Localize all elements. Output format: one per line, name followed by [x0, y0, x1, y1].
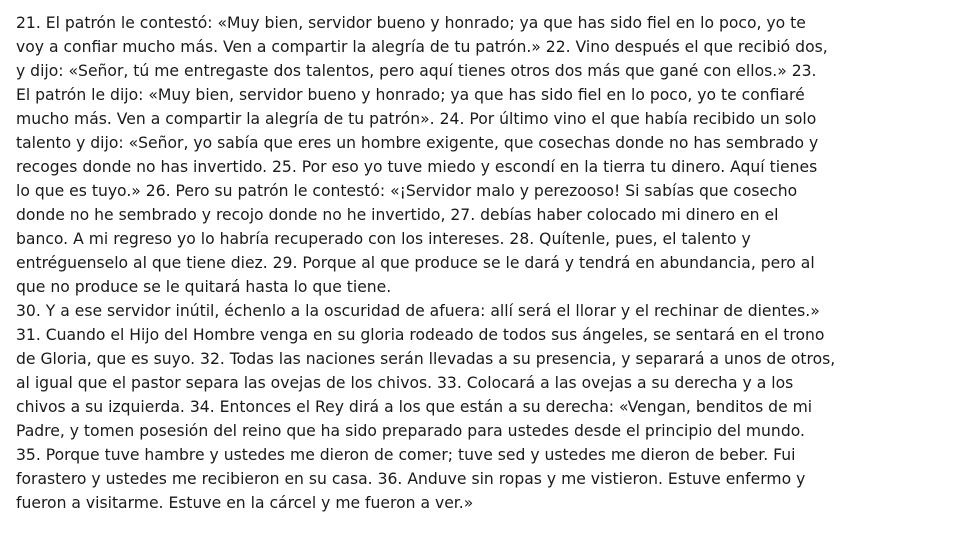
scripture-text — [16, 11, 946, 515]
paragraph-verses-31-36: 31. Cuando el Hijo del Hombre venga en su gloria rodeado de todos sus ángeles, se sentará en el trono de Gloria, que es suyo. 32. Todas las naciones serán llevadas a su presencia, y separará a unos de otros, al igual que el pastor separa las ovejas de los chivos. 33. Colocará a las ovejas a su derecha y a los chivos a su izquierda. 34. Entonces el Rey dirá a los que están a su derecha: «Vengan, benditos de mi Padre, y tomen posesión del reino que ha sido preparado para ustedes desde el principio del mundo. 35. Porque tuve hambre y ustedes me dieron de comer; tuve sed y ustedes me dieron de beber. Fui forastero y ustedes me recibieron en su casa. 36. Anduve sin ropas y me vistieron. Estuve enfermo y fueron a visitarme. Estuve en la cárcel y me fueron a ver.» — [16, 326, 836, 512]
paragraph-verses-21-29: 21. El patrón le contestó: «Muy bien, servidor bueno y honrado; ya que has sido fiel en lo poco, yo te voy a confiar mucho más. Ven a compartir la alegría de tu patrón.» 22. Vino después el que recibió dos, y dijo: «Señor, tú me entregaste dos talentos, pero aquí tienes otros dos más que gané con ellos.» 23. El patrón le dijo: «Muy bien, servidor bueno y honrado; ya que has sido fiel en lo poco, yo te confiaré mucho más. Ven a compartir la alegría de tu patrón». 24. Por último vino el que había recibido un solo talento y dijo: «Señor, yo sabía que eres un hombre exigente, que cosechas donde no has sembrado y recoges donde no has invertido. 25. Por eso yo tuve miedo y escondí en la tierra tu dinero. Aquí tienes lo que es tuyo.» 26. Pero su patrón le contestó: «¡Servidor malo y perezooso! Si sabías que cosecho donde no he sembrado y recojo donde no he invertido, 27. debías haber colocado mi dinero en el banco. A mi regreso yo lo habría recuperado con los intereses. 28. Quítenle, pues, el talento y entréguenselo al que tiene diez. 29. Porque al que produce se le dará y tendrá en abundancia, pero al que no produce se le quitará hasta lo que tiene. — [16, 14, 828, 296]
paragraph-verse-30: 30. Y a ese servidor inútil, échenlo a la oscuridad de afuera: allí será el llorar y el rechinar de dientes.» — [16, 302, 820, 320]
